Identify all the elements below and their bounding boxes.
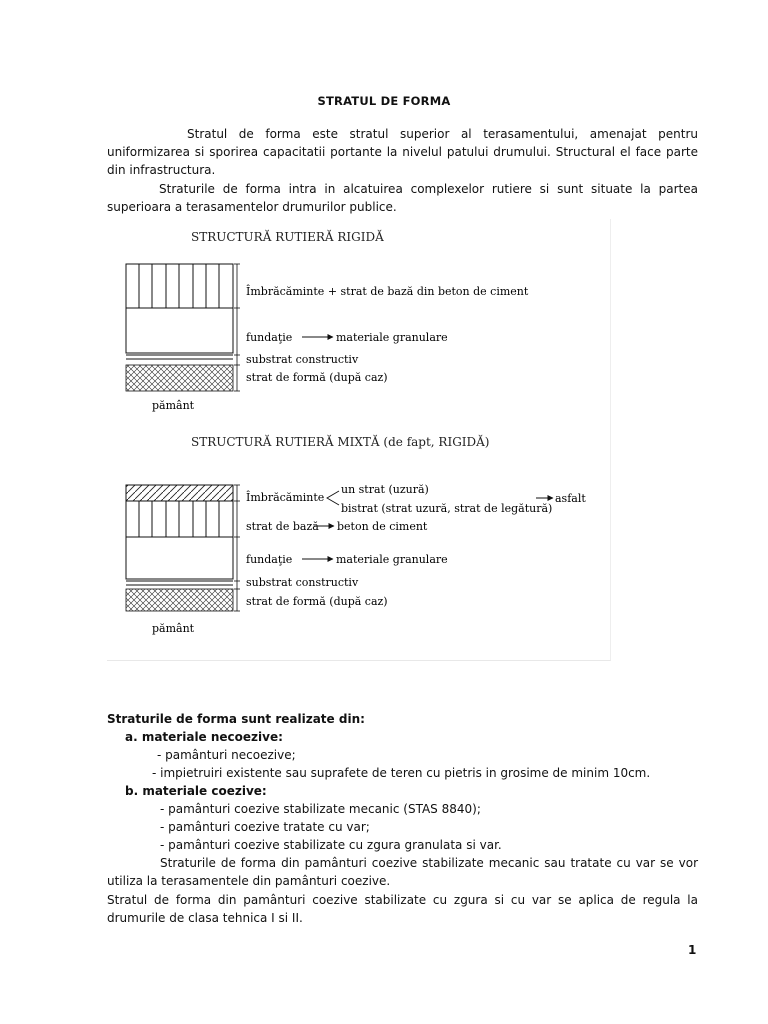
materials-b-label: b. materiale coezive: <box>125 784 267 798</box>
materials-a-item: - impietruiri existente sau suprafete de teren cu pietris in grosime de minim 10cm. <box>152 766 651 780</box>
rigid-ground-label: pământ <box>152 399 195 412</box>
mixed-ground-label: pământ <box>152 622 195 635</box>
rigid-forma-hatch <box>126 365 233 391</box>
mixed-forma-label: strat de formă (după caz) <box>246 595 388 608</box>
mixed-structure-block <box>126 485 233 611</box>
rigid-layer-fundatie: fundaţie <box>246 331 293 344</box>
page-title: STRATUL DE FORMA <box>317 94 451 108</box>
mixed-imbracaminte-label: Îmbrăcăminte <box>246 491 325 504</box>
rigid-structure-block <box>126 264 233 391</box>
intro-paragraph-1: Stratul de forma este stratul superior al terasamentului, amenajat pentru uniformizarea si sporirea capacitatii portante la nivelul patului drumului. Structural el face parte din infrastructura. <box>107 127 698 177</box>
mixed-dimension-line <box>234 485 240 611</box>
mixed-substrat-label: substrat constructiv <box>246 576 359 589</box>
mixed-granulare-label: materiale granulare <box>336 553 448 566</box>
mixed-fundatie-label: fundaţie <box>246 553 293 566</box>
mixed-beton-label: beton de ciment <box>337 520 428 533</box>
materials-b-item: - pamânturi coezive stabilizate cu zgura granulata si var. <box>160 838 502 852</box>
mixed-forma-hatch <box>126 589 233 611</box>
mixed-brace <box>327 491 339 505</box>
materials-b-item: - pamânturi coezive tratate cu var; <box>160 820 370 834</box>
materials-heading: Straturile de forma sunt realizate din: <box>107 712 365 726</box>
materials-a-label: a. materiale necoezive: <box>125 730 283 744</box>
rigid-dimension-line <box>234 264 240 391</box>
mixed-option-double: bistrat (strat uzură, strat de legătură) <box>341 502 553 515</box>
mixed-option-single: un strat (uzură) <box>341 483 429 496</box>
rigid-structure-title: STRUCTURĂ RUTIERĂ RIGIDĂ <box>191 230 384 244</box>
materials-paragraph-4: Stratul de forma din pamânturi coezive stabilizate cu zgura si cu var se aplica de regula la drumurile de clasa tehnica I si II. <box>107 893 698 925</box>
rigid-layer-granulare: materiale granulare <box>336 331 448 344</box>
mixed-structure-title: STRUCTURĂ RUTIERĂ MIXTĂ (de fapt, RIGIDĂ) <box>191 435 490 449</box>
rigid-layer-forma: strat de formă (după caz) <box>246 371 388 384</box>
mixed-asfalt-label: asfalt <box>555 492 586 505</box>
road-structure-figure <box>107 219 611 661</box>
road-structure-diagram <box>107 219 610 660</box>
page-number: 1 <box>688 943 697 957</box>
rigid-layer-imbracaminte: Îmbrăcăminte + strat de bază din beton de ciment <box>246 285 529 298</box>
materials-paragraph-3: Straturile de forma din pamânturi coezive stabilizate mecanic sau tratate cu var se vor utiliza la terasamentele din pamânturi coezive. <box>107 856 698 888</box>
intro-paragraph-2: Straturile de forma intra in alcatuirea complexelor rutiere si sunt situate la partea superioara a terasamentelor drumurilor publice. <box>107 182 698 214</box>
mixed-baza-label: strat de bază <box>246 520 319 533</box>
materials-a-item: - pamânturi necoezive; <box>157 748 296 762</box>
rigid-layer-substrat: substrat constructiv <box>246 353 359 366</box>
materials-b-item: - pamânturi coezive stabilizate mecanic (STAS 8840); <box>160 802 481 816</box>
